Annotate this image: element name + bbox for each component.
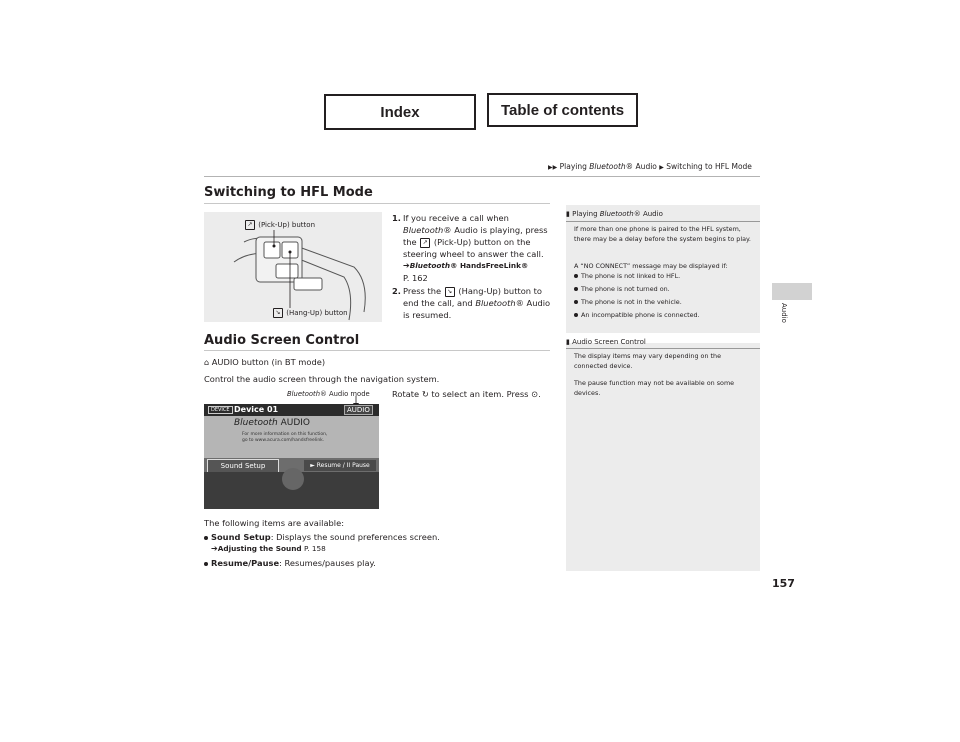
- rotate-end: .: [538, 389, 541, 399]
- steering-wheel-figure: [204, 212, 382, 322]
- page-number: 157: [772, 577, 795, 590]
- note1-para2: A “NO CONNECT” message may be displayed if:: [574, 262, 728, 270]
- breadcrumb-part2[interactable]: Switching to HFL Mode: [666, 162, 752, 171]
- pickup-icon: ↗: [245, 220, 255, 230]
- step-2-line-b-post: ® Audio: [515, 298, 551, 308]
- rotate-mid: to select an item. Press: [431, 389, 529, 399]
- screen-title-italic: Bluetooth: [234, 418, 278, 428]
- screen-caption-rest: ® Audio mode: [320, 390, 370, 398]
- rotate-knob-icon: ↻: [421, 389, 429, 399]
- step-2-line-a-post: (Hang-Up) button to: [458, 286, 543, 296]
- note2-para1: The display items may vary depending on the connected device.: [574, 352, 722, 370]
- step-2: [392, 285, 552, 321]
- screen-title: [234, 418, 310, 428]
- note-icon: ▮: [566, 210, 570, 218]
- hangup-inline-icon: ↘: [445, 287, 455, 297]
- reference-arrow-icon: ➔: [211, 544, 218, 553]
- step-1: [392, 212, 552, 284]
- knob-graphic: [282, 468, 304, 490]
- step-1-reference[interactable]: [403, 260, 548, 272]
- mode-line-text: AUDIO button (in BT mode): [211, 357, 326, 367]
- breadcrumb-part1-italic[interactable]: Bluetooth: [589, 162, 626, 171]
- note2-title: [566, 338, 646, 346]
- step-1-line-c: [403, 236, 548, 248]
- bullet-icon: [574, 274, 578, 278]
- step-1-reference-rest[interactable]: ® HandsFreeLink®: [450, 261, 529, 270]
- note1-title-pre: Playing: [572, 210, 600, 218]
- side-tab-label: Audio: [780, 303, 788, 323]
- steps-list: [392, 212, 552, 321]
- screen-info-1: For more information on this function,: [242, 432, 328, 437]
- step-1-line-d: steering wheel to answer the call.: [403, 249, 544, 259]
- section-title-hfl: Switching to HFL Mode: [204, 185, 373, 200]
- bullet-icon: [574, 313, 578, 317]
- item-sound-setup-ref[interactable]: [211, 543, 326, 555]
- step-1-line-c-pre: the: [403, 237, 417, 247]
- screen-info-2: go to www.acura.com/handsfreelink.: [242, 438, 325, 443]
- note2-para2: The pause function may not be available on some devices.: [574, 379, 735, 397]
- step-1-reference-italic[interactable]: Bluetooth: [409, 261, 451, 270]
- breadcrumb-sep-icon: ▶: [659, 164, 664, 171]
- device-name: Device 01: [234, 405, 279, 414]
- item-resume-pause-desc: : Resumes/pauses play.: [279, 558, 376, 568]
- note1-title-italic: Bluetooth: [599, 210, 634, 218]
- note1-para1: If more than one phone is paired to the HFL system, there may be a delay before the system begins to play.: [574, 225, 751, 243]
- step-1-line-b-italic: Bluetooth: [403, 225, 444, 235]
- side-tab[interactable]: [772, 283, 812, 300]
- press-knob-icon: ⊙: [531, 389, 539, 399]
- step-2-line-b-italic: Bluetooth: [475, 298, 516, 308]
- item-sound-setup: [204, 531, 440, 543]
- header-rule: [204, 176, 760, 177]
- pickup-button-callout: [244, 220, 315, 230]
- screen-caption-italic: Bluetooth: [287, 390, 320, 398]
- note1-bullet-4: [574, 311, 700, 321]
- pickup-inline-icon: ↗: [420, 238, 430, 248]
- step-1-line-b-rest: ® Audio is playing, press: [443, 225, 548, 235]
- hangup-icon: ↘: [273, 308, 283, 318]
- note1-bullet-3: [574, 298, 682, 308]
- sidebar-notes: [566, 205, 760, 571]
- pickup-label: (Pick-Up) button: [258, 221, 316, 229]
- note1-bullet-3-text: The phone is not in the vehicle.: [581, 298, 682, 306]
- item-sound-setup-ref-page[interactable]: P. 158: [303, 544, 326, 553]
- item-resume-pause-name: Resume/Pause: [211, 558, 280, 568]
- resume-pause-button[interactable]: ► Resume / II Pause: [304, 460, 376, 471]
- step-2-line-b-pre: end the call, and: [403, 298, 476, 308]
- section-title-audio-screen: Audio Screen Control: [204, 333, 360, 348]
- hangup-label: (Hang-Up) button: [286, 309, 348, 317]
- item-sound-setup-name: Sound Setup: [211, 532, 271, 542]
- note1-bullet-1: [574, 272, 680, 282]
- step-2-line-a-pre: Press the: [403, 286, 442, 296]
- step-2-line-c: is resumed.: [403, 310, 452, 320]
- note1-rule: [566, 221, 760, 222]
- bullet-icon: [574, 287, 578, 291]
- table-of-contents-button[interactable]: Table of contents: [487, 93, 638, 127]
- index-button[interactable]: Index: [324, 94, 476, 130]
- breadcrumb: [548, 162, 752, 171]
- note1-title-post: ® Audio: [633, 210, 663, 218]
- source-tag: AUDIO: [344, 405, 373, 415]
- note1-bullet-1-text: The phone is not linked to HFL.: [581, 272, 681, 280]
- note2-title-text: Audio Screen Control: [572, 338, 646, 346]
- bullet-icon: [204, 562, 208, 566]
- breadcrumb-arrow-icon: ▶▶: [548, 164, 558, 171]
- items-intro: The following items are available:: [204, 518, 345, 528]
- audio-intro: Control the audio screen through the navigation system.: [204, 374, 440, 384]
- rotate-instruction: [392, 388, 541, 400]
- bullet-icon: [574, 300, 578, 304]
- note1-bullet-4-text: An incompatible phone is connected.: [581, 311, 700, 319]
- step-1-line-a: If you receive a call when: [403, 213, 509, 223]
- audio-screen: [204, 404, 379, 509]
- note1-title: [566, 210, 663, 218]
- step-1-number: 1.: [392, 213, 401, 223]
- device-tag: DEVICE: [208, 406, 233, 414]
- item-sound-setup-ref-title[interactable]: Adjusting the Sound: [217, 544, 302, 553]
- note2-rule: [566, 348, 760, 349]
- item-sound-setup-desc: : Displays the sound preferences screen.: [270, 532, 440, 542]
- breadcrumb-part1-rest[interactable]: ® Audio: [625, 162, 657, 171]
- section-rule: [204, 203, 550, 204]
- screen-title-rest: AUDIO: [280, 418, 310, 428]
- step-1-line-b: [403, 224, 548, 236]
- note1-bullet-2-text: The phone is not turned on.: [581, 285, 670, 293]
- section2-rule: [204, 350, 550, 351]
- step-1-line-c-post: (Pick-Up) button on the: [433, 237, 531, 247]
- reference-arrow-icon: ➔: [403, 261, 410, 270]
- rotate-pre: Rotate: [392, 389, 420, 399]
- step-2-number: 2.: [392, 286, 401, 296]
- breadcrumb-part1[interactable]: Playing: [559, 162, 590, 171]
- mode-line: [204, 356, 325, 369]
- bullet-icon: [204, 536, 208, 540]
- home-icon: ⌂: [204, 358, 210, 367]
- item-resume-pause: [204, 557, 376, 569]
- hangup-button-callout: [272, 308, 348, 318]
- step-1-reference-page[interactable]: P. 162: [403, 273, 428, 283]
- note1-bullet-2: [574, 285, 670, 295]
- step-2-line-b: [403, 297, 550, 309]
- sound-setup-button[interactable]: Sound Setup: [207, 459, 279, 473]
- step-2-line-a: [403, 285, 550, 297]
- note-icon: ▮: [566, 338, 570, 346]
